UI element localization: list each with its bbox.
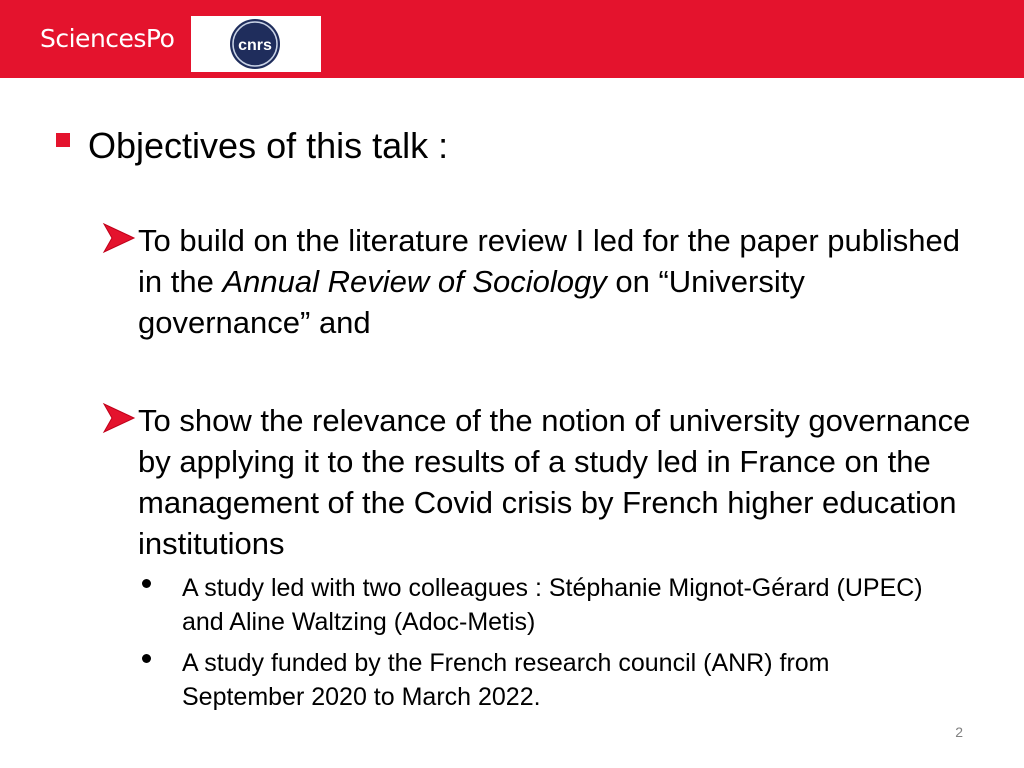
sub-item-1 — [142, 571, 942, 639]
bullet-text-1-after: on “University governance” and — [138, 264, 805, 340]
cnrs-logo-icon — [191, 16, 321, 72]
bullet-item-1 — [102, 220, 982, 343]
slide-title: Objectives of this talk : — [88, 125, 449, 166]
sub-item-2 — [142, 646, 942, 714]
header-bar — [0, 0, 1024, 78]
square-bullet-icon — [56, 133, 70, 147]
page-number: 2 — [955, 724, 963, 740]
arrow-bullet-icon — [102, 222, 136, 254]
cnrs-logo-text: cnrs — [238, 37, 272, 54]
arrow-bullet-icon — [102, 402, 136, 434]
bullet-text-1 — [138, 220, 982, 343]
round-bullet-icon — [142, 579, 151, 588]
bullet-text-2: To show the relevance of the notion of university governance by applying it to the results of a study led in France on the management of the Covid crisis by French higher education institutions — [138, 403, 971, 561]
round-bullet-icon — [142, 654, 151, 663]
sub-item-text-1: A study led with two colleagues : Stéphanie Mignot-Gérard (UPEC) and Aline Waltzing (Adoc-Metis) — [182, 574, 923, 636]
sciencespo-logo: SciencesPo — [40, 24, 175, 53]
bullet-text-1-before: To build on the literature review I led for the paper published in the — [138, 223, 960, 299]
cnrs-logo — [191, 16, 321, 72]
slide-title-row — [56, 125, 448, 167]
journal-title: Annual Review of Sociology — [222, 264, 607, 299]
sub-item-text-2: A study funded by the French research council (ANR) from September 2020 to March 2022. — [182, 649, 830, 711]
bullet-item-2 — [102, 400, 982, 564]
